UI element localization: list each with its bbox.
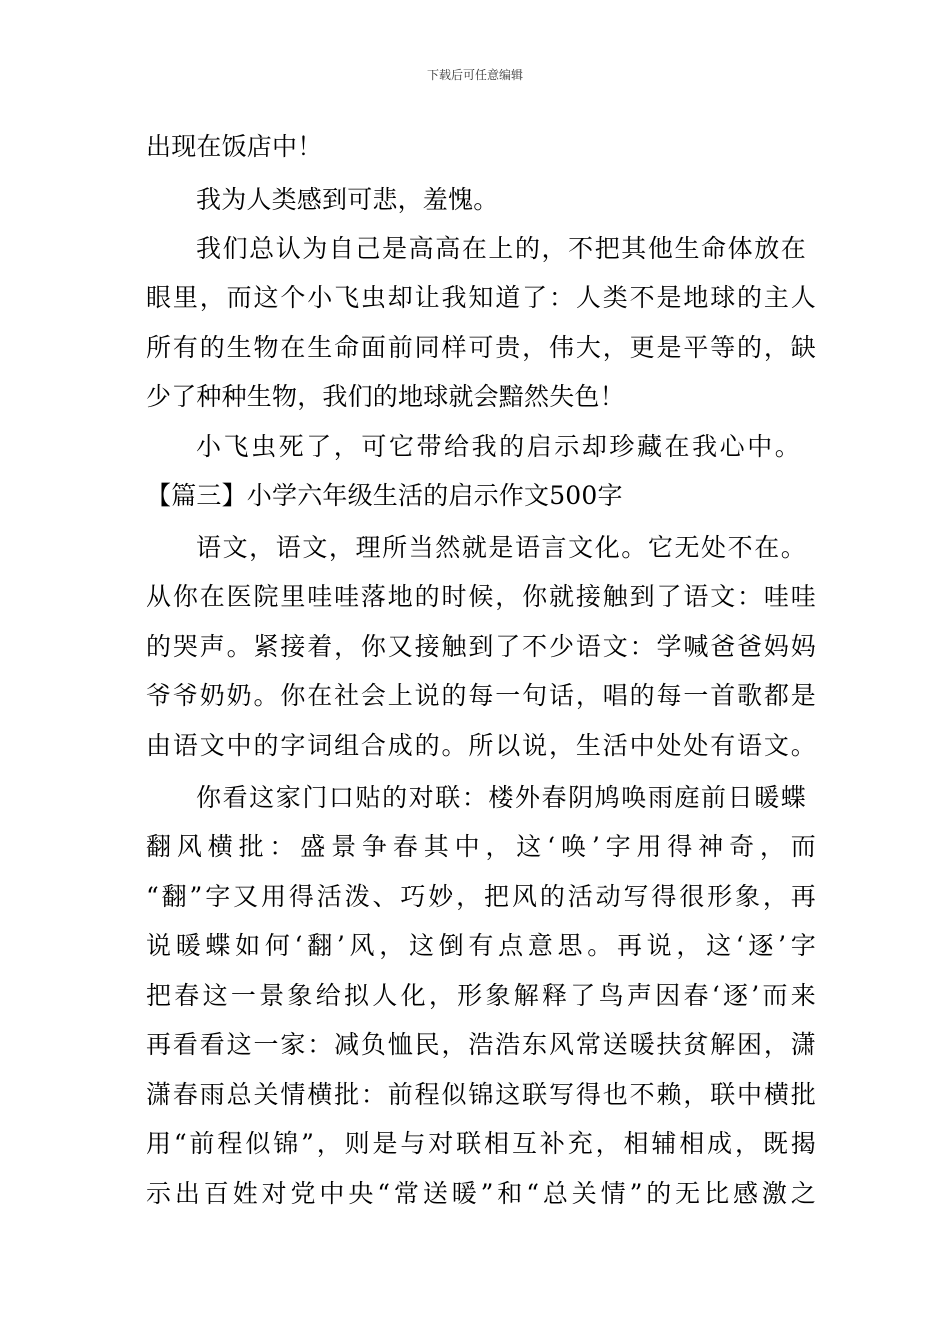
text-line: 从你在医院里哇哇落地的时候，你就接触到了语文：哇哇 — [146, 582, 816, 611]
text-line: 出现在饭店中！ — [146, 132, 323, 161]
text-line: 的哭声。紧接着，你又接触到了不少语文：学喊爸爸妈妈 — [146, 632, 816, 661]
text-line: 小飞虫死了，可它带给我的启示却珍藏在我心中。 — [196, 432, 800, 461]
text-line: 眼里，而这个小飞虫却让我知道了：人类不是地球的主人 — [146, 283, 816, 312]
text-line: 语文，语文，理所当然就是语言文化。它无处不在。 — [196, 533, 806, 562]
text-line: 所有的生物在生命面前同样可贵，伟大，更是平等的，缺 — [146, 333, 816, 362]
text-line: 爷爷奶奶。你在社会上说的每一句话，唱的每一首歌都是 — [146, 681, 816, 710]
text-line: 我为人类感到可悲，羞愧。 — [196, 185, 499, 214]
text-line: 你看这家门口贴的对联：楼外春阴鸠唤雨庭前日暖蝶 — [196, 783, 806, 812]
text-line: 示出百姓对党中央“常送暖”和“总关情”的无比感激之 — [146, 1179, 816, 1208]
text-line: “翻”字又用得活泼、巧妙，把风的活动写得很形象，再 — [146, 882, 816, 911]
text-line: 再看看这一家：减负恤民，浩浩东风常送暖扶贫解困，潇 — [146, 1030, 816, 1059]
text-line: 由语文中的字词组合成的。所以说，生活中处处有语文。 — [146, 731, 816, 760]
text-line: 说暖蝶如何‘翻’风，这倒有点意思。再说，这‘逐’字 — [146, 931, 816, 960]
text-line: 我们总认为自己是高高在上的，不把其他生命体放在 — [196, 234, 806, 263]
text-line: 少了种种生物，我们的地球就会黯然失色！ — [146, 382, 625, 411]
text-line: 翻风横批：盛景争春其中，这‘唤’字用得神奇，而 — [146, 832, 816, 861]
text-line: 用“前程似锦”，则是与对联相互补充，相辅相成，既揭 — [146, 1129, 816, 1158]
section-heading: 【篇三】小学六年级生活的启示作文500字 — [146, 481, 623, 510]
text-line: 把春这一景象给拟人化，形象解释了鸟声因春‘逐’而来 — [146, 981, 816, 1010]
page-header: 下载后可任意编辑 — [426, 68, 523, 82]
text-line: 潇春雨总关情横批：前程似锦这联写得也不赖，联中横批 — [146, 1080, 816, 1109]
